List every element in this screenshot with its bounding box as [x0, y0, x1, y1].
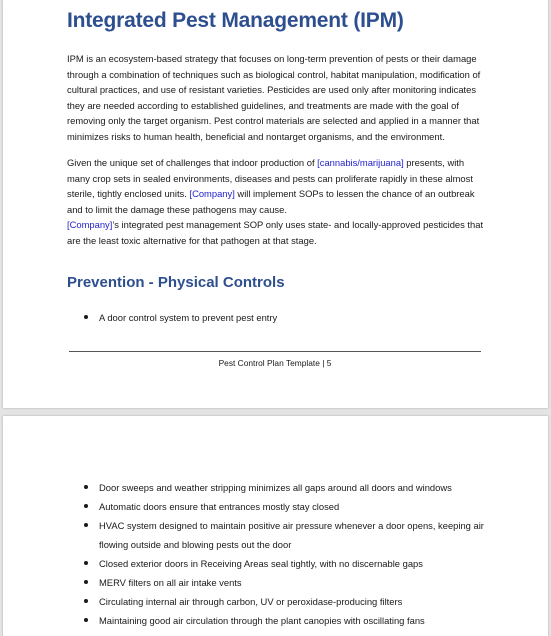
- challenges-paragraph: [67, 155, 487, 217]
- section-heading: Prevention - Physical Controls: [67, 274, 285, 291]
- page-footer: Pest Control Plan Template | 5: [218, 358, 332, 368]
- document-page-6: [3, 416, 548, 636]
- bullet-list: [83, 308, 503, 327]
- list-item: Automatic doors ensure that entrances mostly stay closed: [83, 497, 503, 516]
- text-run: Given the unique set of challenges that indoor production of: [67, 157, 318, 168]
- list-item: Circulating internal air through carbon, UV or peroxidase-producing filters: [83, 592, 503, 611]
- placeholder-company[interactable]: [Company]: [67, 219, 113, 230]
- list-item: Door sweeps and weather stripping minimizes all gaps around all doors and windows: [83, 478, 503, 497]
- placeholder-cannabis[interactable]: [cannabis/marijuana]: [317, 157, 404, 168]
- placeholder-company[interactable]: [Company]: [189, 188, 235, 200]
- list-item: Closed exterior doors in Receiving Areas seal tightly, with no discernable gaps: [83, 554, 503, 573]
- list-item: MERV filters on all air intake vents: [83, 573, 503, 592]
- sop-paragraph: [67, 217, 487, 248]
- text-run: presents, with many crop sets in sealed environments, diseases and pests can proliferate rapidly in these almost sterile, tightly enclosed units.: [67, 157, 473, 200]
- list-item: A door control system to prevent pest entry: [83, 308, 503, 327]
- list-item: Maintaining good air circulation through the plant canopies with oscillating fans: [83, 611, 503, 630]
- document-page-5: [3, 0, 548, 408]
- text-run: ’s integrated pest management SOP only uses state- and locally-approved pesticides that are the least toxic alternative for that pathogen at that stage.: [67, 219, 484, 246]
- page-title: Integrated Pest Management (IPM): [67, 9, 404, 32]
- intro-paragraph: IPM is an ecosystem-based strategy that focuses on long-term prevention of pests or their damage through a combination of techniques such as biological control, habitat manipulation, modification of cultural practices, and use of resistant varieties. Pesticides are used only after monitoring indicates they are needed according to established guidelines, and treatments are made with the goal of removing only the target organism. Pest control materials are selected and applied in a manner that minimizes risks to human health, beneficial and nontarget organisms, and the environment.: [67, 53, 481, 142]
- bullet-list: [83, 478, 503, 630]
- list-item: HVAC system designed to maintain positive air pressure whenever a door opens, keeping air flowing outside and blowing pests out the door: [83, 516, 503, 554]
- footer-divider: [69, 351, 481, 352]
- text-run: will implement SOPs to lessen the chance of an outbreak and to limit the damage these pathogens may cause.: [67, 188, 475, 215]
